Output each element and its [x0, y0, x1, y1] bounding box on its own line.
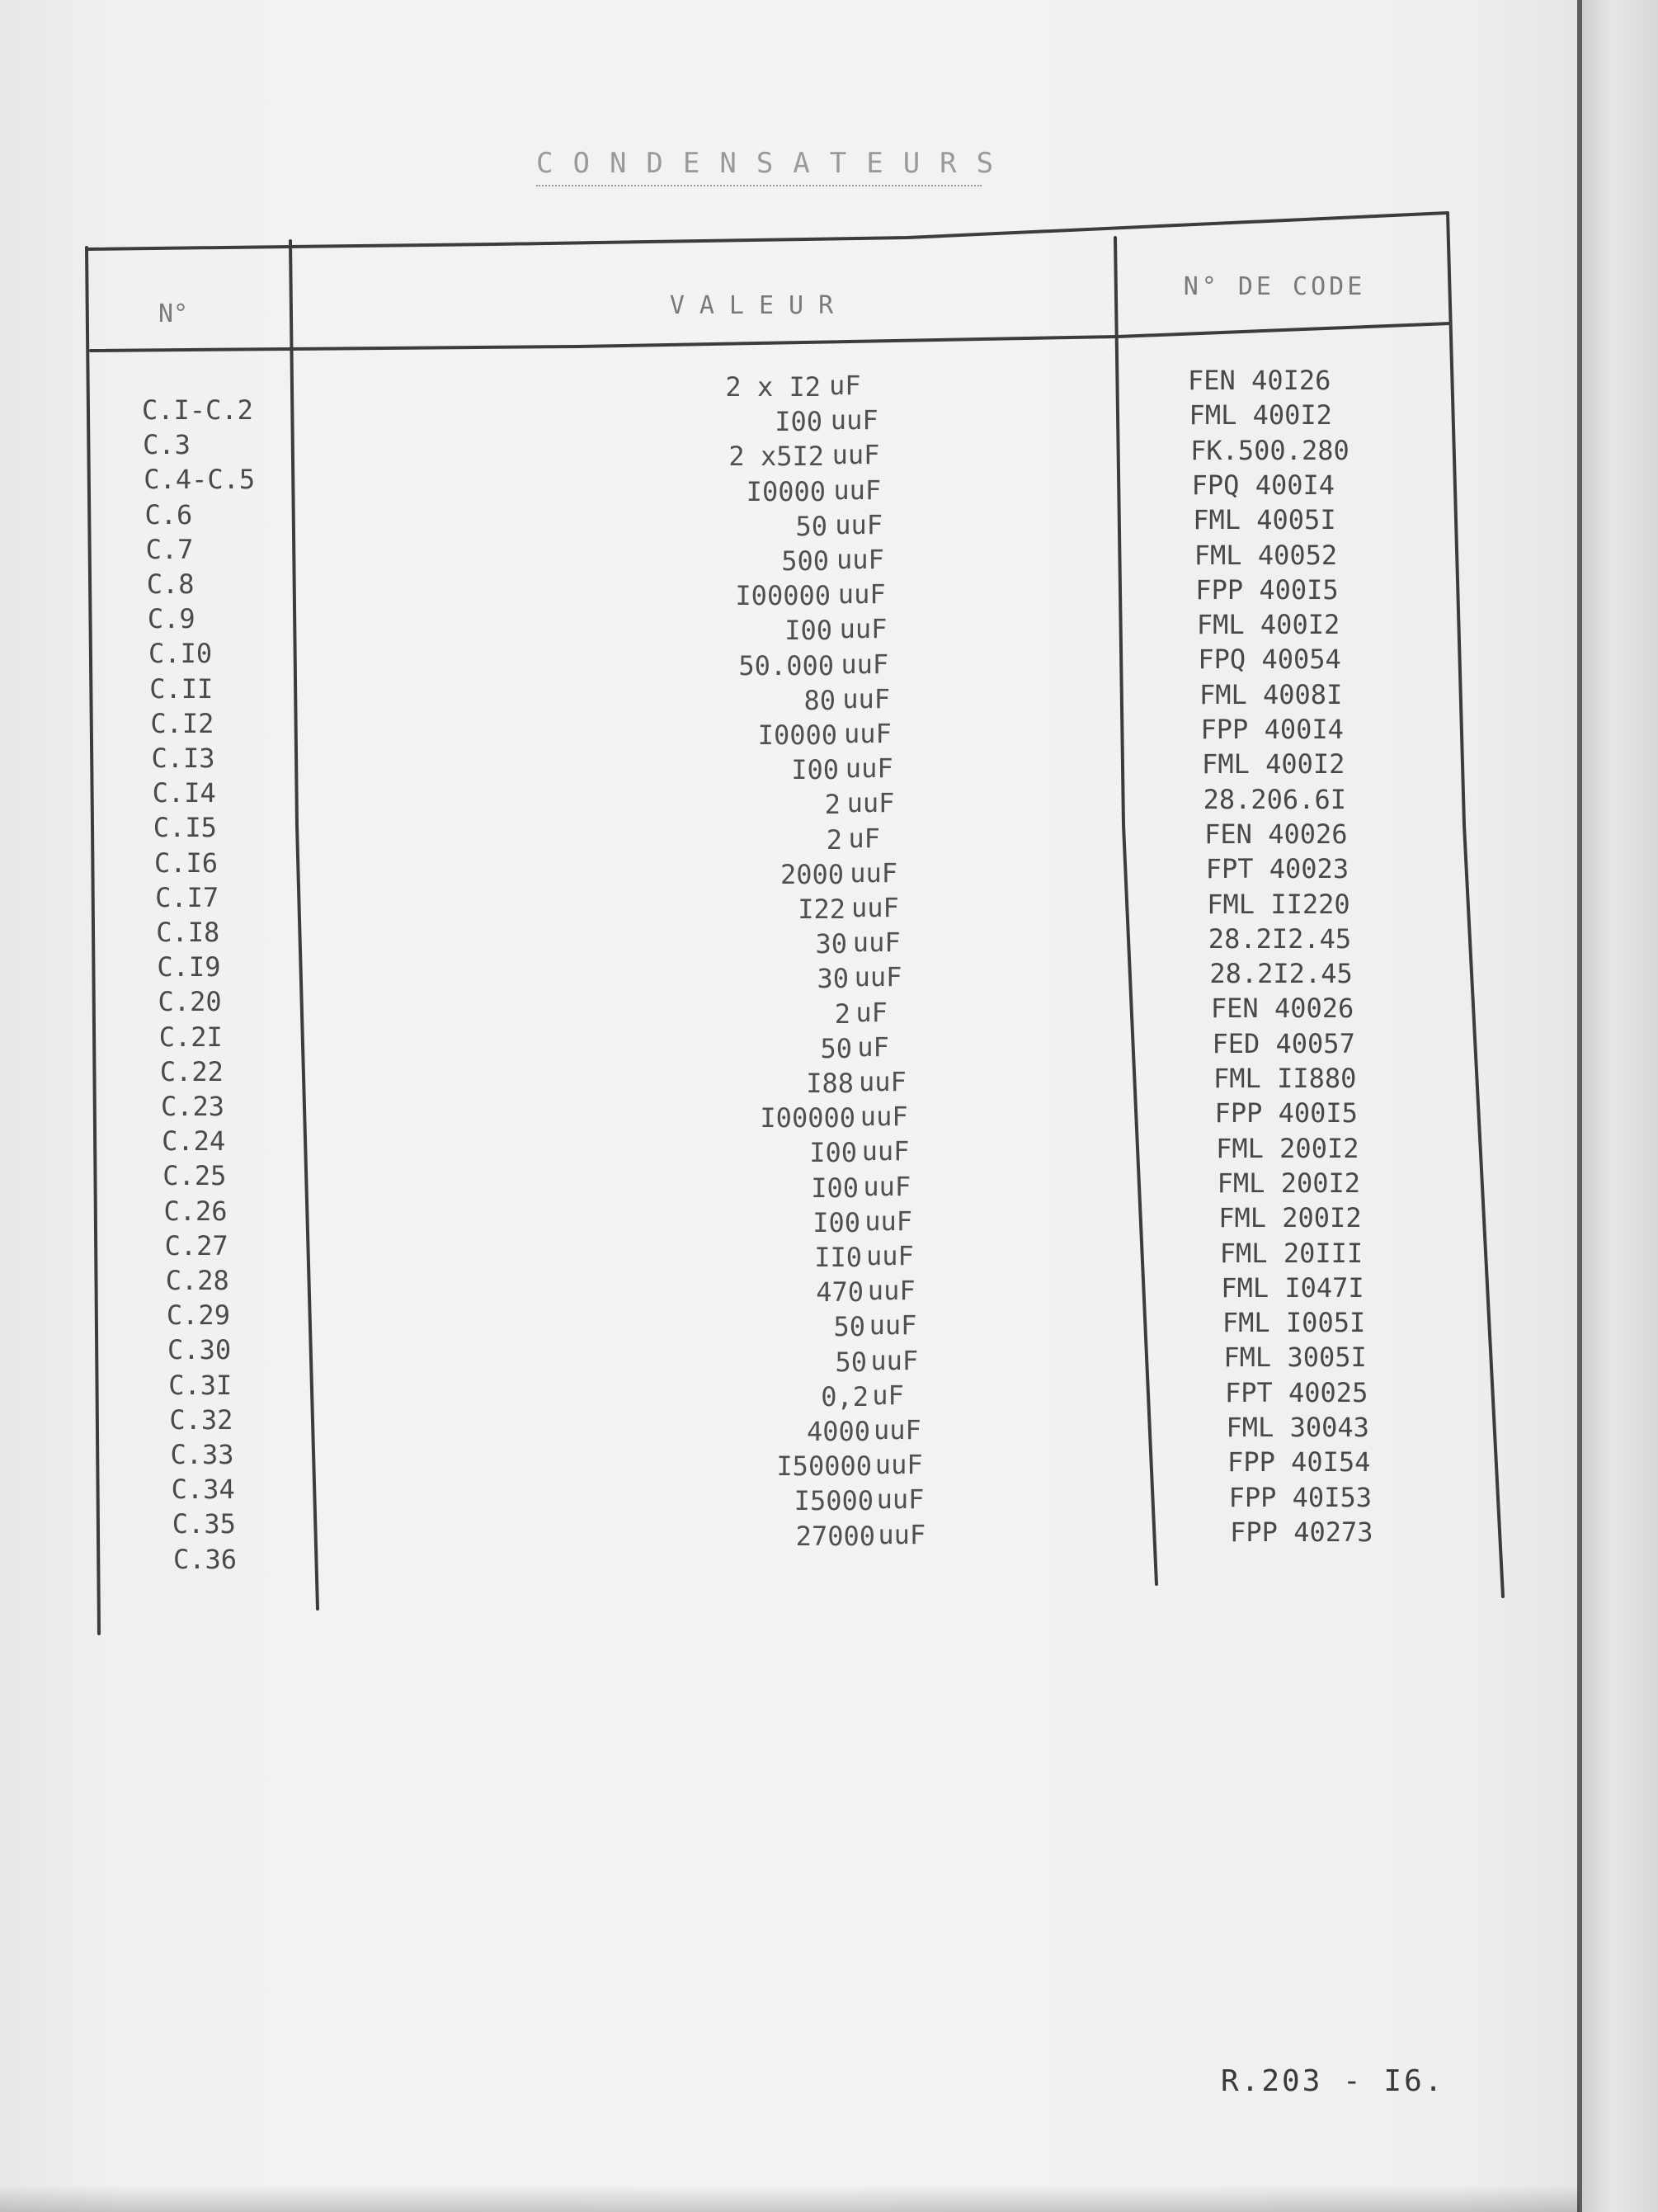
cell-value: 50 — [795, 510, 827, 542]
cell-code: FEN 40I26 — [1188, 365, 1331, 396]
cell-value: I00 — [813, 1206, 860, 1238]
cell-unit: uuF — [869, 1309, 917, 1342]
cell-unit: uuF — [830, 404, 878, 436]
cell-code: FML 40052 — [1194, 539, 1338, 571]
cell-code: FML 200I2 — [1217, 1167, 1361, 1199]
cell-unit: uuF — [836, 544, 884, 575]
cell-component-number: C.3 — [143, 429, 191, 461]
cell-component-number: C.30 — [167, 1334, 232, 1366]
cell-component-number: C.6 — [144, 498, 193, 531]
cell-value: 2 — [824, 789, 841, 821]
cell-code: FML 30043 — [1226, 1412, 1369, 1443]
cell-unit: uuF — [874, 1449, 923, 1481]
cell-component-number: C.I0 — [148, 638, 213, 670]
cell-unit: uuF — [870, 1344, 919, 1376]
cell-value: 80 — [803, 684, 836, 716]
cell-value: 2 x5I2 — [728, 441, 824, 473]
cell-value: 4000 — [806, 1416, 870, 1447]
cell-value: 27000 — [795, 1520, 875, 1552]
cell-value: I50000 — [776, 1450, 872, 1483]
cell-unit: uuF — [864, 1205, 912, 1237]
cell-value: 470 — [816, 1276, 864, 1309]
cell-unit: uF — [848, 822, 880, 854]
cell-code: FPP 400I5 — [1195, 573, 1339, 606]
document-title: CONDENSATEURS — [536, 147, 982, 186]
cell-component-number: C.I8 — [156, 917, 220, 948]
cell-code: FML 200I2 — [1216, 1132, 1359, 1164]
cell-code: FML 20III — [1219, 1237, 1364, 1269]
cell-component-number: C.9 — [147, 603, 195, 635]
cell-value: I00000 — [735, 580, 831, 612]
cell-code: FPP 40I54 — [1227, 1446, 1371, 1479]
cell-value: I0000 — [757, 719, 837, 751]
cell-value: 50 — [835, 1346, 867, 1378]
cell-unit: uF — [855, 996, 888, 1028]
cell-component-number: C.34 — [171, 1474, 235, 1506]
cell-component-number: C.I5 — [153, 812, 217, 844]
cell-unit: uuF — [833, 474, 882, 506]
cell-unit: uuF — [867, 1275, 916, 1307]
cell-unit: uuF — [852, 927, 901, 959]
cell-value: I00 — [784, 615, 832, 647]
cell-code: FPT 40023 — [1205, 853, 1349, 885]
cell-unit: uuF — [831, 439, 880, 471]
cell-component-number: C.II — [149, 672, 214, 705]
cell-component-number: C.I2 — [150, 707, 214, 739]
cell-code: FED 40057 — [1212, 1027, 1355, 1059]
cell-component-number: C.I9 — [157, 951, 221, 983]
cell-code: FPP 40I53 — [1228, 1481, 1372, 1513]
cell-component-number: C.24 — [162, 1125, 226, 1158]
cell-component-number: C.3I — [168, 1369, 233, 1401]
cell-unit: uuF — [839, 613, 888, 645]
cell-value: 0,2 — [821, 1380, 869, 1413]
cell-unit: uuF — [837, 578, 886, 611]
cell-unit: uuF — [850, 856, 897, 889]
cell-code: FML 400I2 — [1189, 399, 1332, 432]
cell-unit: uuF — [846, 787, 895, 819]
cell-unit: uuF — [844, 718, 892, 749]
cell-unit: uuF — [861, 1135, 910, 1167]
cell-code: FML II880 — [1213, 1063, 1357, 1094]
cell-value: I0000 — [746, 475, 826, 507]
cell-unit: uuF — [851, 892, 899, 923]
cell-component-number: C.32 — [169, 1403, 233, 1436]
cell-value: I22 — [798, 894, 845, 925]
cell-component-number: C.28 — [165, 1265, 229, 1296]
cell-component-number: C.33 — [170, 1439, 234, 1470]
cell-value: 500 — [781, 545, 829, 577]
cell-code: FPT 40025 — [1224, 1376, 1368, 1408]
cell-unit: uuF — [866, 1240, 914, 1271]
cell-value: I5000 — [794, 1485, 874, 1517]
cell-code: FPP 400I5 — [1214, 1097, 1358, 1130]
cell-code: 28.2I2.45 — [1208, 922, 1352, 955]
page-reference: R.203 - I6. — [1221, 2064, 1445, 2098]
cell-component-number: C.25 — [163, 1160, 227, 1192]
background-strip — [1582, 0, 1658, 2212]
cell-component-number: C.35 — [172, 1508, 236, 1540]
cell-value: 2000 — [780, 858, 844, 890]
cell-value: I00 — [791, 754, 839, 786]
cell-code: FK.500.280 — [1190, 434, 1349, 466]
cell-component-number: C.I4 — [152, 777, 216, 809]
cell-code: FML 200I2 — [1218, 1202, 1362, 1234]
cell-unit: uF — [857, 1031, 889, 1063]
cell-code: FPQ 400I4 — [1191, 469, 1335, 501]
cell-component-number: C.26 — [163, 1195, 228, 1227]
cell-code: FEN 40026 — [1204, 818, 1348, 850]
cell-value: 2 — [834, 998, 850, 1030]
cell-value: 2 x I2 — [725, 371, 821, 403]
cell-code: FML 400I2 — [1196, 609, 1340, 641]
cell-unit: uuF — [845, 752, 893, 785]
cell-component-number: C.7 — [145, 533, 194, 565]
cell-component-number: C.23 — [161, 1091, 225, 1122]
cell-component-number: C.20 — [158, 986, 222, 1018]
cell-code: FPQ 40054 — [1198, 644, 1341, 676]
cell-unit: uuF — [835, 508, 883, 540]
cell-code: FML 3005I — [1223, 1342, 1367, 1374]
cell-value: 50.000 — [738, 649, 834, 682]
cell-value: I00 — [775, 406, 822, 438]
cell-unit: uF — [872, 1379, 904, 1411]
cell-unit: uuF — [874, 1414, 921, 1446]
cell-value: I00 — [809, 1137, 857, 1169]
cell-unit: uF — [829, 370, 861, 401]
cell-value: 30 — [817, 963, 849, 995]
cell-unit: uuF — [860, 1101, 908, 1133]
cell-component-number: C.I6 — [153, 847, 218, 879]
cell-unit: uuF — [841, 648, 889, 680]
cell-code: FML I005I — [1222, 1307, 1366, 1339]
cell-code: FPP 40273 — [1230, 1516, 1373, 1548]
cell-value: I00000 — [760, 1102, 855, 1134]
cell-value: 30 — [815, 928, 847, 960]
cell-code: FML 4008I — [1199, 678, 1343, 710]
cell-component-number: C.36 — [172, 1543, 237, 1575]
cell-value: 2 — [826, 823, 842, 856]
cell-value: 50 — [820, 1032, 852, 1064]
column-header-code: N° DE CODE — [1183, 272, 1366, 301]
cell-value: I88 — [806, 1068, 854, 1099]
cell-component-number: C.I-C.2 — [142, 394, 253, 426]
cell-value: 50 — [833, 1311, 865, 1343]
cell-code: FPP 400I4 — [1200, 714, 1344, 745]
cell-value: I00 — [811, 1172, 859, 1204]
cell-component-number: C.4-C.5 — [144, 464, 256, 496]
cell-component-number: C.I7 — [155, 881, 219, 913]
cell-code: FML 4005I — [1193, 504, 1336, 536]
cell-code: FML I047I — [1221, 1271, 1364, 1304]
cell-component-number: C.2I — [158, 1021, 223, 1053]
cell-component-number: C.29 — [166, 1299, 230, 1332]
cell-component-number: C.8 — [146, 568, 195, 600]
cell-unit: uuF — [842, 682, 890, 715]
cell-code: FEN 40026 — [1210, 993, 1354, 1025]
cell-component-number: C.22 — [159, 1055, 224, 1087]
column-header-number: N° — [158, 299, 189, 328]
cell-component-number: C.27 — [164, 1229, 228, 1262]
cell-unit: uuF — [859, 1066, 907, 1097]
column-header-value: VALEUR — [669, 291, 849, 320]
cell-unit: uuF — [854, 961, 902, 993]
cell-code: FML II220 — [1207, 888, 1350, 920]
cell-code: 28.2I2.45 — [1209, 958, 1353, 990]
cell-code: 28.206.6I — [1203, 783, 1346, 815]
cell-value: II0 — [814, 1242, 862, 1273]
cell-unit: uuF — [876, 1483, 925, 1516]
cell-code: FML 400I2 — [1202, 748, 1345, 781]
cell-component-number: C.I3 — [151, 743, 215, 774]
cell-unit: uuF — [878, 1518, 926, 1550]
cell-unit: uuF — [863, 1170, 911, 1202]
